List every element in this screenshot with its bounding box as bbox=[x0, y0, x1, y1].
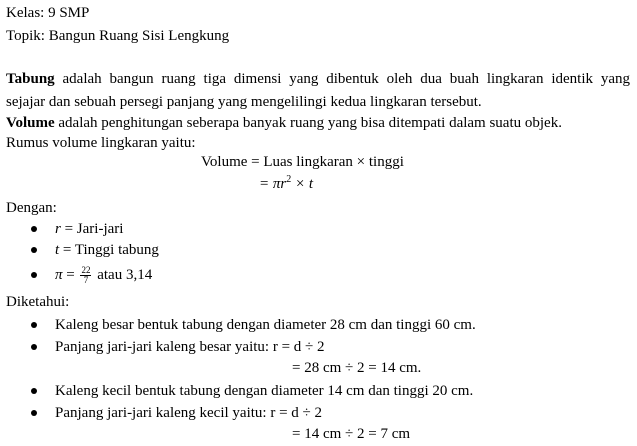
variable-r-desc: = Jari-jari bbox=[60, 221, 124, 237]
formula-line-1: Volume = Luas lingkaran × tinggi bbox=[201, 154, 404, 170]
formula-line-2 bbox=[259, 175, 313, 193]
dengan-item-r bbox=[55, 220, 123, 238]
diketahui-continuation: = 28 cm ÷ 2 = 14 cm. bbox=[292, 360, 422, 376]
variable-t: t bbox=[55, 242, 60, 258]
bullet-icon bbox=[31, 322, 37, 328]
diketahui-continuation: = 14 cm ÷ 2 = 7 cm bbox=[292, 426, 411, 442]
formula-exponent: 2 bbox=[286, 174, 292, 185]
bullet-icon bbox=[31, 226, 37, 232]
variable-pi-eq: = bbox=[62, 267, 79, 283]
class-label: Kelas: 9 SMP bbox=[6, 5, 90, 21]
variable-pi-alt: atau 3,14 bbox=[93, 267, 153, 283]
diketahui-item: Panjang jari-jari kaleng kecil yaitu: r = d ÷ 2 bbox=[55, 405, 323, 421]
bullet-icon bbox=[31, 272, 37, 278]
formula-intro: Rumus volume lingkaran yaitu: bbox=[6, 135, 196, 151]
diketahui-label: Diketahui: bbox=[6, 294, 70, 310]
fraction-numerator: 22 bbox=[81, 265, 91, 276]
topic-label: Topik: Bangun Ruang Sisi Lengkung bbox=[6, 28, 230, 44]
variable-t-desc: = Tinggi tabung bbox=[59, 242, 159, 258]
bullet-icon bbox=[31, 344, 37, 350]
diketahui-item: Kaleng besar bentuk tabung dengan diameter 28 cm dan tinggi 60 cm. bbox=[55, 317, 476, 333]
dengan-item-t bbox=[55, 241, 159, 259]
fraction-denominator: 7 bbox=[83, 275, 89, 286]
formula-line-2-pre: = πr bbox=[259, 176, 287, 192]
bullet-icon bbox=[31, 410, 37, 416]
volume-term: Volume bbox=[6, 115, 55, 131]
tabung-definition-line-2: sejajar dan sebuah persegi panjang yang mengelilingi kedua lingkaran tersebut. bbox=[6, 94, 482, 110]
tabung-term: Tabung bbox=[6, 71, 55, 87]
pi-fraction bbox=[80, 266, 91, 285]
dengan-label: Dengan: bbox=[6, 200, 57, 216]
bullet-icon bbox=[31, 388, 37, 394]
dengan-item-pi bbox=[55, 266, 152, 285]
variable-pi: π bbox=[55, 267, 63, 283]
tabung-definition-line-1 bbox=[6, 70, 630, 88]
bullet-icon bbox=[31, 247, 37, 253]
variable-r: r bbox=[55, 221, 61, 237]
formula-line-2-post: × t bbox=[291, 176, 314, 192]
diketahui-item: Panjang jari-jari kaleng besar yaitu: r = d ÷ 2 bbox=[55, 339, 325, 355]
diketahui-item: Kaleng kecil bentuk tabung dengan diameter 14 cm dan tinggi 20 cm. bbox=[55, 383, 474, 399]
tabung-definition-text-1: adalah bangun ruang tiga dimensi yang dibentuk oleh dua buah lingkaran identik yang bbox=[62, 71, 630, 87]
volume-definition-text: adalah penghitungan seberapa banyak ruang yang bisa ditempati dalam suatu objek. bbox=[58, 115, 562, 131]
volume-definition bbox=[6, 114, 562, 132]
